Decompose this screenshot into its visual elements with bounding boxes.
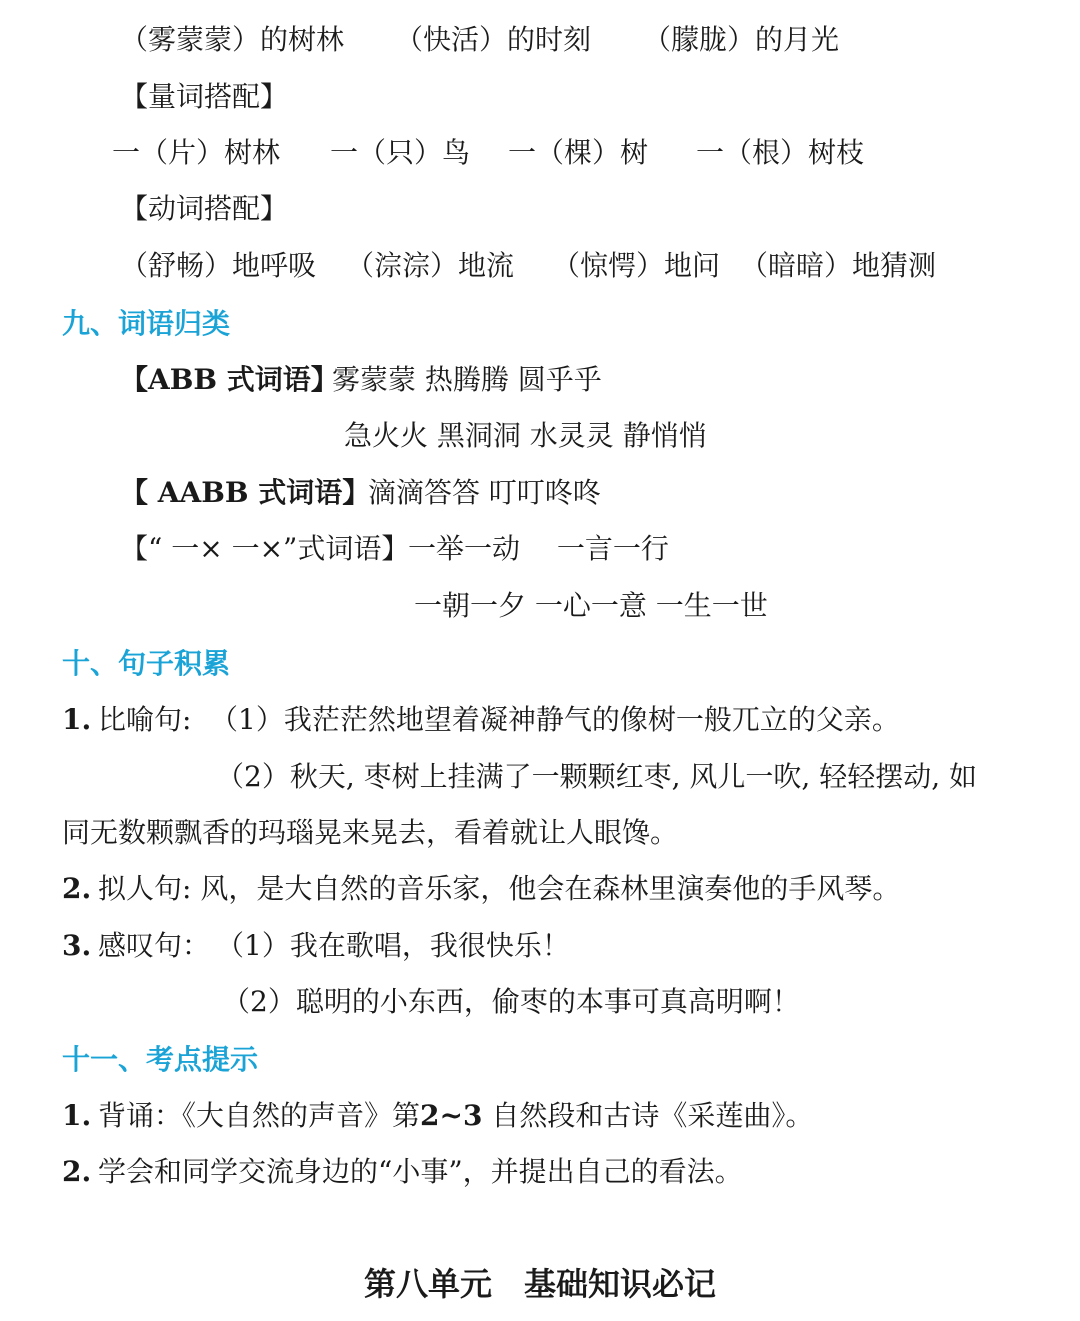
section-11-title: 十一、考点提示 (62, 1043, 259, 1076)
s11-item-1-text-a: 背诵：《大自然的声音》第 (98, 1099, 421, 1132)
measure-item-1: 一（片）树林 (112, 136, 281, 169)
s10-item-3-number: 3. (62, 929, 92, 962)
verb-item-3: （惊愕）地问 (552, 249, 721, 282)
measure-item-2: 一（只）鸟 (330, 136, 471, 169)
s11-item-1-text-b: 自然段和古诗《采莲曲》。 (482, 1099, 814, 1132)
s10-item-1-sentence-1: （1）我茫茫然地望着凝神静气的像树一般兀立的父亲。 (210, 703, 900, 736)
s11-item-2-text: 学会和同学交流身边的“小事”，并提出自己的看法。 (98, 1155, 743, 1188)
abb-label: 【ABB 式词语】 (120, 363, 339, 396)
s10-item-1-label: 比喻句: (98, 703, 192, 736)
measure-heading: 【量词搭配】 (120, 80, 289, 113)
s10-item-3-sentence-2: （2）聪明的小东西，偷枣的本事可真高明啊！ (222, 985, 800, 1018)
s10-item-1-sentence-2: （2）秋天, 枣树上挂满了一颗颗红枣, 风儿一吹, 轻轻摆动, 如 (216, 760, 978, 793)
s11-item-1-number: 1. (62, 1099, 92, 1132)
abb-words-line-1: 雾蒙蒙 热腾腾 圆乎乎 (332, 363, 602, 396)
unit-title: 第八单元 基础知识必记 (363, 1265, 716, 1303)
section-9-title: 九、词语归类 (62, 307, 231, 340)
aabb-words: 滴滴答答 叮叮咚咚 (368, 476, 601, 509)
aabb-label: 【 AABB 式词语】 (120, 476, 371, 509)
adj-item-3: （朦胧）的月光 (643, 23, 840, 56)
s10-item-3-sentence-1: （1）我在歌唱，我很快乐！ (216, 929, 570, 962)
adj-item-2: （快活）的时刻 (395, 23, 592, 56)
yi-words-line-1: 一举一动 一言一行 (408, 532, 669, 565)
verb-item-2: （淙淙）地流 (346, 249, 515, 282)
yi-label: 【“ 一× 一×”式词语】 (120, 532, 410, 565)
s10-item-3-label: 感叹句： (98, 929, 211, 962)
verb-item-1: （舒畅）地呼吸 (120, 249, 317, 282)
s10-item-2-text: 拟人句: 风，是大自然的音乐家，他会在森林里演奏他的手风琴。 (98, 872, 901, 905)
yi-words-line-2: 一朝一夕 一心一意 一生一世 (414, 589, 768, 622)
adj-item-1: （雾蒙蒙）的树林 (120, 23, 345, 56)
s11-item-1-paragraph-range: 2~3 (420, 1099, 483, 1132)
abb-words-line-2: 急火火 黑洞洞 水灵灵 静悄悄 (344, 419, 707, 452)
measure-item-4: 一（根）树枝 (696, 136, 865, 169)
s11-item-1-text (98, 1096, 813, 1136)
section-10-title: 十、句子积累 (62, 647, 231, 680)
measure-item-3: 一（棵）树 (508, 136, 649, 169)
verb-heading: 【动词搭配】 (120, 192, 289, 225)
s10-item-2-number: 2. (62, 872, 92, 905)
s11-item-2-number: 2. (62, 1155, 92, 1188)
s10-item-1-number: 1. (62, 703, 92, 736)
s10-item-1-sentence-2-cont: 同无数颗飘香的玛瑙晃来晃去，看着就让人眼馋。 (62, 816, 679, 849)
verb-item-4: （暗暗）地猜测 (740, 249, 937, 282)
